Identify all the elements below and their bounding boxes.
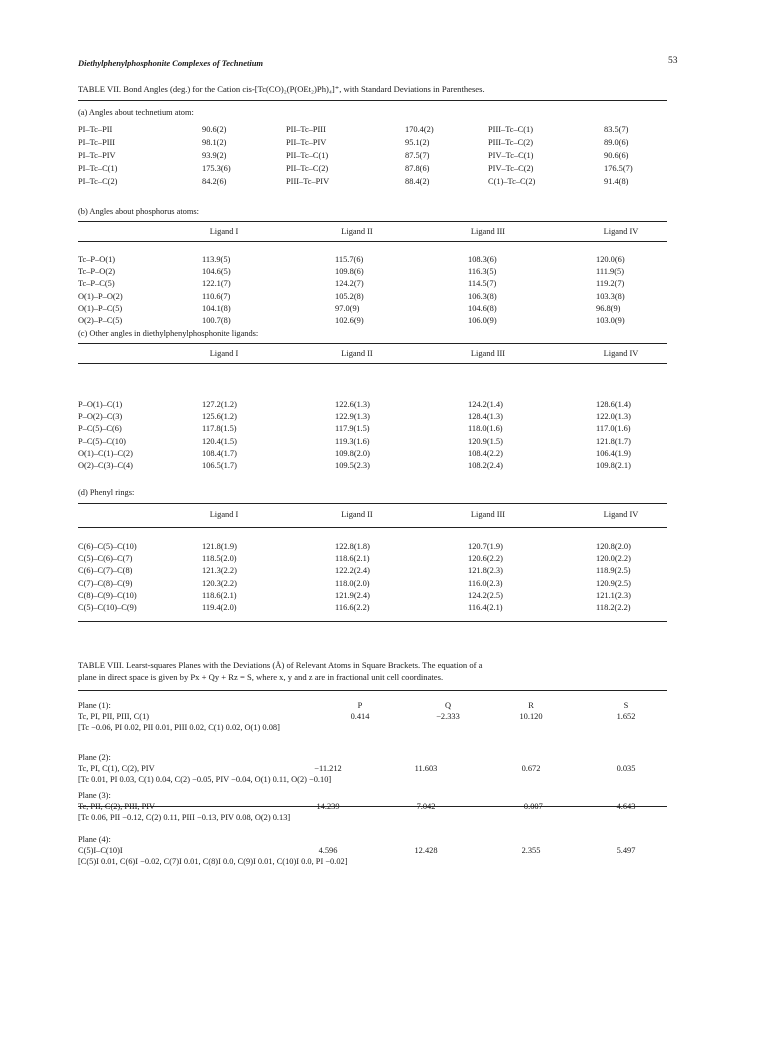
angle-label: C(1)–Tc–C(2): [488, 177, 536, 186]
plane-Q: 11.603: [414, 764, 438, 773]
plane-R: 0.672: [521, 764, 541, 773]
plane-S: 4.643: [616, 802, 636, 811]
plane-label: Plane (1):: [78, 701, 111, 710]
angle-value: 109.8(2.0): [335, 448, 370, 458]
angle-value: 128.6(1.4): [596, 400, 631, 409]
angle-value: 104.1(8): [202, 303, 231, 313]
angle-value: 175.3(6): [202, 164, 231, 173]
angle-value: 108.2(2.4): [468, 461, 503, 470]
angle-value: 176.5(7): [604, 164, 633, 173]
angle-value: 120.9(2.5): [596, 578, 631, 588]
plane-label: Plane (3):: [78, 791, 111, 800]
angle-label: Tc–P–O(1): [78, 255, 116, 264]
angle-label: Tc–P–C(5): [78, 279, 115, 289]
angle-value: 96.8(9): [596, 303, 621, 313]
angle-value: 118.5(2.0): [202, 554, 237, 564]
table7-bottom-rule: [78, 621, 667, 622]
angle-value: 108.4(1.7): [202, 448, 237, 458]
plane-P: 4.596: [318, 846, 338, 855]
angle-value: 118.9(2.5): [596, 566, 631, 576]
table7-c-heading: (c) Other angles in diethylphenylphosphonite ligands:: [78, 329, 259, 338]
angle-label: O(2)–P–C(5): [78, 316, 123, 325]
angle-label: PII–Tc–PIII: [286, 125, 326, 134]
angle-value: 106.5(1.7): [202, 461, 237, 470]
angle-value: 117.8(1.5): [202, 424, 237, 434]
column-header: Ligand II: [341, 227, 373, 236]
angle-label: O(1)–P–C(5): [78, 303, 123, 313]
plane-atoms: Tc, PI, PII, PIII, C(1): [78, 712, 150, 721]
plane-S: 1.652: [616, 712, 636, 721]
table7-top-rule: [78, 100, 667, 101]
angle-label: PI–Tc–PII: [78, 125, 113, 134]
angle-label: O(1)–P–O(2): [78, 291, 123, 301]
angle-value: 122.1(7): [202, 279, 231, 289]
angle-value: 121.8(1.9): [202, 542, 237, 551]
table7-d-rule-top: [78, 503, 667, 504]
angle-value: 120.9(1.5): [468, 436, 503, 446]
angle-value: 116.4(2.1): [468, 603, 503, 612]
angle-value: 122.9(1.3): [335, 412, 370, 422]
angle-value: 121.1(2.3): [596, 590, 631, 600]
column-header: Ligand III: [470, 227, 506, 236]
angle-value: 121.3(2.2): [202, 566, 237, 576]
angle-value: 118.2(2.2): [596, 603, 631, 612]
angle-label: PI–Tc–C(2): [78, 177, 118, 186]
table7-b-heading: (b) Angles about phosphorus atoms:: [78, 207, 199, 216]
plane-atoms: Tc, PII, C(2), PIII, PIV: [78, 802, 156, 811]
angle-label: P–O(2)–C(3): [78, 412, 123, 422]
table7-d-heading: (d) Phenyl rings:: [78, 488, 135, 497]
angle-value: 120.0(2.2): [596, 554, 631, 564]
plane-Q: 12.428: [414, 846, 438, 855]
angle-label: PII–Tc–C(1): [286, 151, 329, 160]
angle-value: 89.0(6): [604, 138, 629, 147]
angle-label: PIII–Tc–C(2): [488, 138, 533, 147]
angle-value: 170.4(2): [405, 125, 434, 134]
angle-value: 121.9(2.4): [335, 590, 370, 600]
angle-label: PIII–Tc–PIV: [286, 177, 330, 186]
running-head: Diethylphenylphosphonite Complexes of Technetium: [78, 58, 264, 68]
angle-label: C(8)–C(9)–C(10): [78, 590, 137, 600]
column-header: R: [528, 701, 534, 710]
angle-value: 106.3(8): [468, 291, 497, 301]
angle-value: 102.6(9): [335, 316, 364, 325]
column-header: Ligand III: [470, 510, 506, 519]
angle-value: 87.8(6): [405, 164, 430, 173]
angle-value: 109.8(6): [335, 267, 364, 277]
angle-label: O(2)–C(3)–C(4): [78, 461, 133, 470]
plane-P: 0.414: [350, 712, 370, 721]
table7-b-rule-top: [78, 221, 667, 222]
angle-label: PII–Tc–C(2): [286, 164, 329, 173]
angle-value: 118.0(2.0): [335, 578, 370, 588]
angle-value: 106.0(9): [468, 316, 497, 325]
angle-value: 104.6(8): [468, 303, 497, 313]
angle-label: P–C(5)–C(6): [78, 424, 122, 434]
angle-value: 117.9(1.5): [335, 424, 370, 434]
page-number: 53: [668, 56, 678, 66]
angle-value: 100.7(8): [202, 316, 231, 325]
plane-deviations: [C(5)I 0.01, C(6)I −0.02, C(7)I 0.01, C(8)I 0.0, C(9)I 0.01, C(10)I 0.0, PI −0.02]: [78, 857, 348, 866]
angle-value: 122.2(2.4): [335, 566, 370, 576]
column-header: Ligand II: [341, 349, 373, 358]
column-header: Ligand I: [209, 510, 239, 519]
plane-atoms: C(5)I–C(10)I: [78, 846, 123, 855]
angle-value: 116.3(5): [468, 267, 497, 277]
angle-label: PI–Tc–PIV: [78, 151, 116, 160]
plane-P: −11.212: [314, 764, 342, 773]
column-header: Ligand I: [209, 227, 239, 236]
angle-label: Tc–P–O(2): [78, 267, 116, 277]
angle-value: 93.9(2): [202, 151, 227, 160]
table7-c-rule-bottom: [78, 363, 667, 364]
angle-value: 91.4(8): [604, 177, 629, 186]
table7-a-heading: (a) Angles about technetium atom:: [78, 108, 194, 117]
column-header: S: [623, 701, 629, 710]
column-header: P: [357, 701, 363, 710]
angle-value: 97.0(9): [335, 303, 360, 313]
angle-value: 120.4(1.5): [202, 436, 237, 446]
angle-value: 127.2(1.2): [202, 400, 237, 409]
angle-value: 118.0(1.6): [468, 424, 503, 434]
angle-value: 124.2(7): [335, 279, 364, 289]
angle-value: 118.6(2.1): [335, 554, 370, 564]
angle-value: 90.6(6): [604, 151, 629, 160]
plane-Q: 7.042: [416, 802, 436, 811]
angle-value: 120.0(6): [596, 255, 625, 264]
angle-value: 87.5(7): [405, 151, 430, 160]
plane-deviations: [Tc 0.06, PII −0.12, C(2) 0.11, PIII −0.13, PIV 0.08, O(2) 0.13]: [78, 813, 291, 822]
angle-value: 115.7(6): [335, 255, 364, 264]
plane-deviations: [Tc 0.01, PI 0.03, C(1) 0.04, C(2) −0.05, PIV −0.04, O(1) 0.11, O(2) −0.10]: [78, 775, 332, 784]
angle-value: 120.3(2.2): [202, 578, 237, 588]
angle-value: 118.6(2.1): [202, 590, 237, 600]
plane-deviations: [Tc −0.06, PI 0.02, PII 0.01, PIII 0.02, C(1) 0.02, O(1) 0.08]: [78, 723, 280, 732]
plane-P: 14.239: [316, 802, 340, 811]
plane-S: 5.497: [616, 846, 636, 855]
angle-value: 106.4(1.9): [596, 448, 631, 458]
angle-value: 110.6(7): [202, 291, 231, 301]
angle-label: PIV–Tc–C(2): [488, 164, 534, 173]
column-header: Q: [444, 701, 452, 710]
table8-caption-line1: TABLE VIII. Learst-squares Planes with the Deviations (Å) of Relevant Atoms in Square Brackets. The equation of a: [78, 660, 483, 670]
angle-value: 125.6(1.2): [202, 412, 237, 422]
angle-label: PIV–Tc–C(1): [488, 151, 534, 160]
angle-value: 108.3(6): [468, 255, 497, 264]
angle-value: 98.1(2): [202, 138, 227, 147]
angle-value: 104.6(5): [202, 267, 231, 277]
angle-value: 116.0(2.3): [468, 578, 503, 588]
column-header: Ligand III: [470, 349, 506, 358]
angle-value: 116.6(2.2): [335, 603, 370, 612]
angle-value: 113.9(5): [202, 255, 231, 264]
angle-value: 103.3(8): [596, 291, 625, 301]
table8-top-rule: [78, 690, 667, 691]
table7-b-rule-bottom: [78, 241, 667, 242]
column-header: Ligand IV: [603, 510, 639, 519]
plane-label: Plane (2):: [78, 753, 111, 762]
angle-label: C(6)–C(7)–C(8): [78, 566, 133, 576]
angle-value: 109.5(2.3): [335, 461, 370, 470]
angle-value: 124.2(1.4): [468, 400, 503, 409]
angle-label: C(6)–C(5)–C(10): [78, 542, 137, 551]
column-header: Ligand IV: [603, 227, 639, 236]
angle-value: 121.8(2.3): [468, 566, 503, 576]
column-header: Ligand I: [209, 349, 239, 358]
angle-label: PI–Tc–C(1): [78, 164, 118, 173]
angle-value: 120.7(1.9): [468, 542, 503, 551]
angle-value: 111.9(5): [596, 267, 624, 277]
column-header: Ligand II: [341, 510, 373, 519]
table7-caption: TABLE VII. Bond Angles (deg.) for the Cation cis-[Tc(CO)₂(P(OEt₂)Ph)₄]⁺, with Standard Deviations in Parentheses.: [78, 84, 485, 94]
plane-R: −0.007: [519, 802, 543, 811]
angle-value: 114.5(7): [468, 279, 497, 289]
angle-label: C(5)–C(6)–C(7): [78, 554, 133, 564]
angle-value: 122.6(1.3): [335, 400, 370, 409]
angle-value: 88.4(2): [405, 177, 430, 186]
column-header: Ligand IV: [603, 349, 639, 358]
table8-bottom-rule: [78, 806, 667, 807]
angle-value: 128.4(1.3): [468, 412, 503, 422]
plane-label: Plane (4):: [78, 835, 111, 844]
angle-value: 122.8(1.8): [335, 542, 370, 551]
angle-value: 121.8(1.7): [596, 436, 631, 446]
angle-label: PII–Tc–PIV: [286, 138, 327, 147]
plane-atoms: Tc, PI, C(1), C(2), PIV: [78, 764, 155, 773]
angle-value: 120.6(2.2): [468, 554, 503, 564]
plane-S: 0.035: [616, 764, 636, 773]
plane-R: 2.355: [521, 846, 541, 855]
angle-value: 105.2(8): [335, 291, 364, 301]
angle-label: P–C(5)–C(10): [78, 436, 126, 446]
angle-value: 120.8(2.0): [596, 542, 631, 551]
plane-Q: −2.333: [436, 712, 460, 721]
angle-label: P–O(1)–C(1): [78, 400, 123, 409]
angle-value: 84.2(6): [202, 177, 227, 186]
angle-value: 119.4(2.0): [202, 603, 237, 612]
table7-d-rule-bottom: [78, 527, 667, 528]
angle-label: O(1)–C(1)–C(2): [78, 448, 133, 458]
angle-label: PIII–Tc–C(1): [488, 125, 533, 134]
angle-value: 119.3(1.6): [335, 436, 370, 446]
angle-value: 122.0(1.3): [596, 412, 631, 422]
angle-label: C(5)–C(10)–C(9): [78, 603, 137, 612]
angle-value: 83.5(7): [604, 125, 629, 134]
angle-label: PI–Tc–PIII: [78, 138, 116, 147]
angle-value: 109.8(2.1): [596, 461, 631, 470]
angle-value: 124.2(2.5): [468, 590, 503, 600]
angle-value: 119.2(7): [596, 279, 625, 289]
table8-caption-line2: plane in direct space is given by Px + Qy + Rz = S, where x, y and z are in fractional unit cell coordinates.: [78, 672, 444, 682]
angle-value: 90.6(2): [202, 125, 227, 134]
table7-c-rule-top: [78, 343, 667, 344]
angle-value: 117.0(1.6): [596, 424, 631, 434]
angle-label: C(7)–C(8)–C(9): [78, 578, 133, 588]
angle-value: 95.1(2): [405, 138, 430, 147]
plane-R: 10.120: [519, 712, 543, 721]
angle-value: 108.4(2.2): [468, 448, 503, 458]
angle-value: 103.0(9): [596, 316, 625, 325]
